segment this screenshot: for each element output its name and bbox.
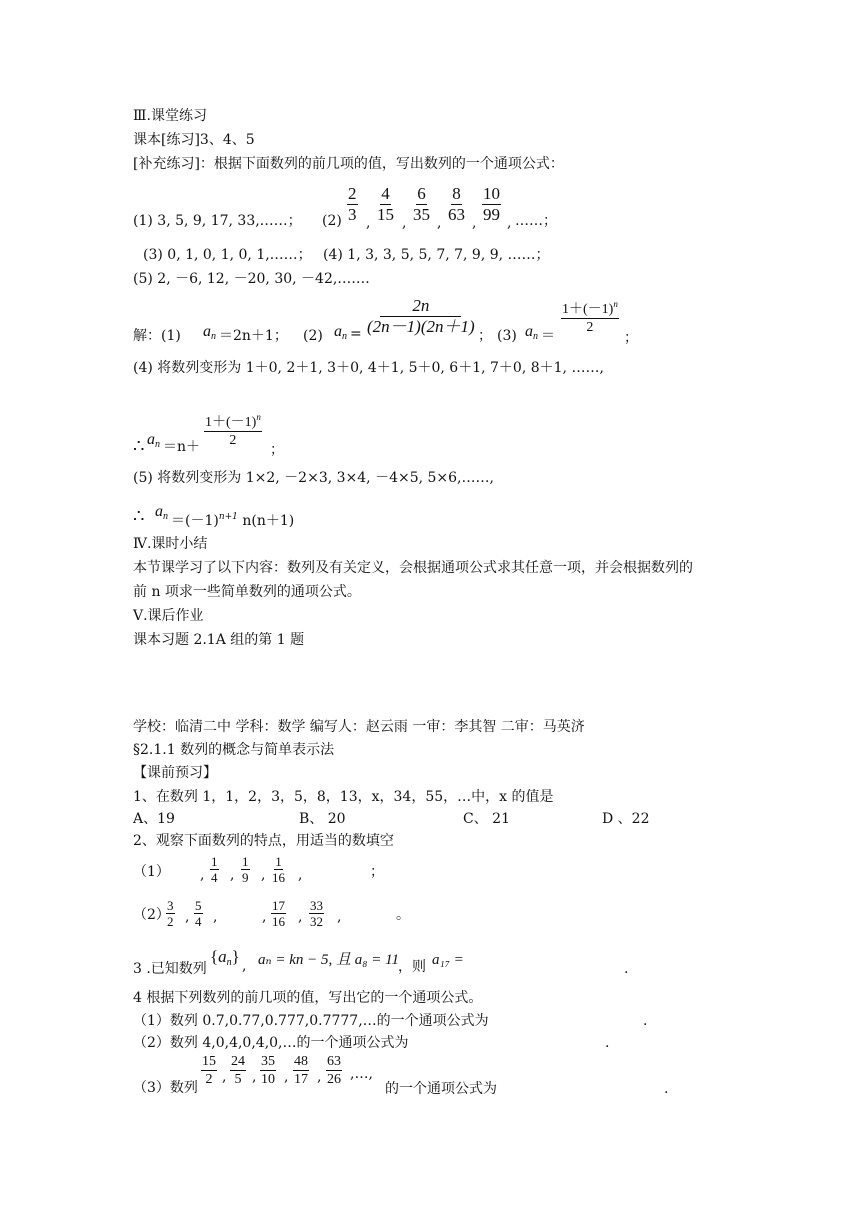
- comma: ,: [507, 215, 512, 231]
- problem-1: (1) 3, 5, 9, 17, 33,……；: [133, 213, 302, 229]
- homework: 课本习题 2.1A 组的第 1 题: [133, 632, 305, 648]
- comma: ,: [200, 867, 205, 883]
- question-3-then: ，则: [398, 959, 426, 975]
- option-d: D 、22: [602, 811, 650, 827]
- comma: ,: [252, 1069, 257, 1085]
- q2-r1-fraction-3: 1 16: [272, 854, 285, 885]
- semicolon: ；: [624, 330, 638, 346]
- a-n-symbol: $a_n$: [525, 323, 538, 342]
- a-n-symbol: $a_n$: [203, 323, 216, 342]
- problem-5: (5) 2, －6, 12, －20, 30, －42,…….: [133, 271, 370, 287]
- comma: ,: [261, 867, 266, 883]
- question-4-sub-2: （2）数列 4,0,4,0,4,0,…的一个通项公式为: [133, 1035, 409, 1051]
- problem-2-label: (2): [322, 213, 342, 229]
- question-4-sub-3-label: （3）数列: [133, 1080, 198, 1096]
- section-5-heading: Ⅴ.课后作业: [133, 608, 204, 624]
- a-n-symbol: $a_n$: [155, 503, 168, 522]
- solution-1-rhs: ＝2n＋1；: [219, 328, 288, 344]
- option-c: C、 21: [463, 811, 510, 827]
- dot: .: [643, 1013, 648, 1029]
- solution-5-mid: $=(-1)^{n+1}$ n(n＋1): [171, 512, 295, 529]
- solution-4-text: (4) 将数列变形为 1＋0, 2＋1, 3＋0, 4＋1, 5＋0, 6＋1, 7＋0, 8＋1, ……,: [133, 360, 604, 376]
- q2-row-2-end: 。: [396, 907, 410, 923]
- comma: ,: [230, 867, 235, 883]
- p2-fraction-2: 4 15: [377, 184, 394, 224]
- solution-2-fraction: 2n (2n－1)(2n＋1): [367, 296, 475, 336]
- semicolon: ；: [270, 442, 284, 458]
- document-info: 学校：临清二中 学科：数学 编写人：赵云雨 一审：李其智 二审：马英济: [133, 719, 585, 735]
- therefore-symbol: ∴: [133, 436, 145, 457]
- question-4-stem: 4 根据下列数列的前几项的值，写出它的一个通项公式。: [133, 990, 483, 1006]
- q4-fraction-2: 24 5: [231, 1054, 245, 1087]
- equals-sign: =: [350, 326, 362, 342]
- solution-4-fraction: $1+(-1)^n$ 2: [204, 409, 262, 449]
- solution-3-label: (3): [497, 328, 517, 344]
- comma: ,: [242, 958, 247, 974]
- q2-r2-fraction-1: 3 2: [167, 898, 174, 929]
- comma: ,: [472, 215, 477, 231]
- comma: ,: [437, 215, 442, 231]
- q2-r2-fraction-3: 17 16: [272, 898, 285, 929]
- p2-fraction-1: 2 3: [348, 184, 357, 224]
- problem-2-tail: ……；: [515, 213, 557, 229]
- q2-r1-fraction-1: 1 4: [211, 854, 218, 885]
- q2-r1-fraction-2: 1 9: [242, 854, 249, 885]
- q2-r2-fraction-4: 33 32: [310, 898, 323, 929]
- ellipsis: ,…,: [350, 1066, 373, 1082]
- comma: ,: [222, 1069, 227, 1085]
- q2-row-1-end: ；: [370, 864, 384, 880]
- solution-4-mid: ＝n＋: [163, 439, 201, 455]
- question-3-formula: aₙ = kn − 5, 且 a₈ = 11: [258, 952, 399, 968]
- textbook-exercise: 课本[练习]3、4、5: [133, 132, 255, 148]
- solution-3-equals: ＝: [541, 328, 555, 344]
- comma: ,: [402, 215, 407, 231]
- p2-fraction-4: 8 63: [448, 184, 465, 224]
- summary-line-1: 本节课学习了以下内容：数列及有关定义，会根据通项公式求其任意一项，并会根据数列的: [133, 560, 693, 576]
- summary-line-2: 前 n 项求一些简单数列的通项公式。: [133, 584, 361, 600]
- q2-row-1-label: （1）: [133, 864, 170, 880]
- question-1-stem: 1、在数列 1，1，2，3，5，8，13，x，34，55，…中，x 的值是: [133, 789, 554, 805]
- a-n-symbol: $a_n$: [334, 323, 347, 342]
- question-2-stem: 2、观察下面数列的特点，用适当的数填空: [133, 833, 394, 849]
- therefore-symbol: ∴: [133, 506, 145, 527]
- option-a: A、19: [133, 811, 175, 827]
- question-4-sub-3-tail: 的一个通项公式为: [385, 1081, 497, 1097]
- p2-fraction-3: 6 35: [413, 184, 430, 224]
- question-3-prefix: 3 .已知数列: [133, 961, 207, 977]
- dot: .: [664, 1081, 669, 1097]
- q4-fraction-4: 48 17: [294, 1054, 308, 1087]
- solution-2-label: (2): [303, 328, 323, 344]
- comma: ,: [298, 867, 303, 883]
- a-n-symbol: $a_n$: [147, 431, 160, 450]
- question-3-a17: a₁₇ =: [432, 952, 464, 968]
- problem-3: (3) 0, 1, 0, 1, 0, 1,……；: [143, 247, 312, 263]
- comma: ,: [284, 1069, 289, 1085]
- solution-3-fraction: $1+(-1)^n$ 2: [561, 296, 619, 336]
- option-b: B、 20: [299, 811, 346, 827]
- question-4-sub-1: （1）数列 0.7,0.77,0.777,0.7777,…的一个通项公式为: [133, 1013, 489, 1029]
- q4-fraction-3: 35 10: [261, 1054, 275, 1087]
- comma: ,: [213, 909, 218, 925]
- comma: ,: [262, 909, 267, 925]
- comma: ,: [298, 909, 303, 925]
- q2-row-2-label: （2）: [133, 907, 170, 923]
- comma: ,: [337, 909, 342, 925]
- question-3-end: .: [624, 961, 629, 977]
- supplementary-exercise: [补充练习]：根据下面数列的前几项的值，写出数列的一个通项公式：: [133, 156, 564, 172]
- semicolon: ；: [478, 328, 492, 344]
- section-4-heading: Ⅳ.课时小结: [133, 536, 208, 552]
- lesson-title: §2.1.1 数列的概念与简单表示法: [133, 742, 335, 758]
- q4-fraction-5: 63 26: [327, 1054, 341, 1087]
- p2-fraction-5: 10 99: [483, 184, 500, 224]
- comma: ,: [185, 909, 190, 925]
- dot: .: [605, 1035, 610, 1051]
- solution-5-text: (5) 将数列变形为 1×2, －2×3, 3×4, －4×5, 5×6,……,: [133, 470, 494, 486]
- section-3-heading: Ⅲ.课堂练习: [133, 108, 207, 124]
- solution-label: 解：(1): [133, 328, 181, 344]
- preview-heading: 【课前预习】: [133, 765, 217, 781]
- q2-r2-fraction-2: 5 4: [195, 898, 202, 929]
- problem-4: (4) 1, 3, 3, 5, 5, 7, 7, 9, 9, ……；: [323, 247, 550, 263]
- sequence-braces: $\{a_n\}$: [210, 947, 240, 968]
- comma: ,: [317, 1069, 322, 1085]
- comma: ,: [366, 215, 371, 231]
- q4-fraction-1: 15 2: [202, 1054, 216, 1087]
